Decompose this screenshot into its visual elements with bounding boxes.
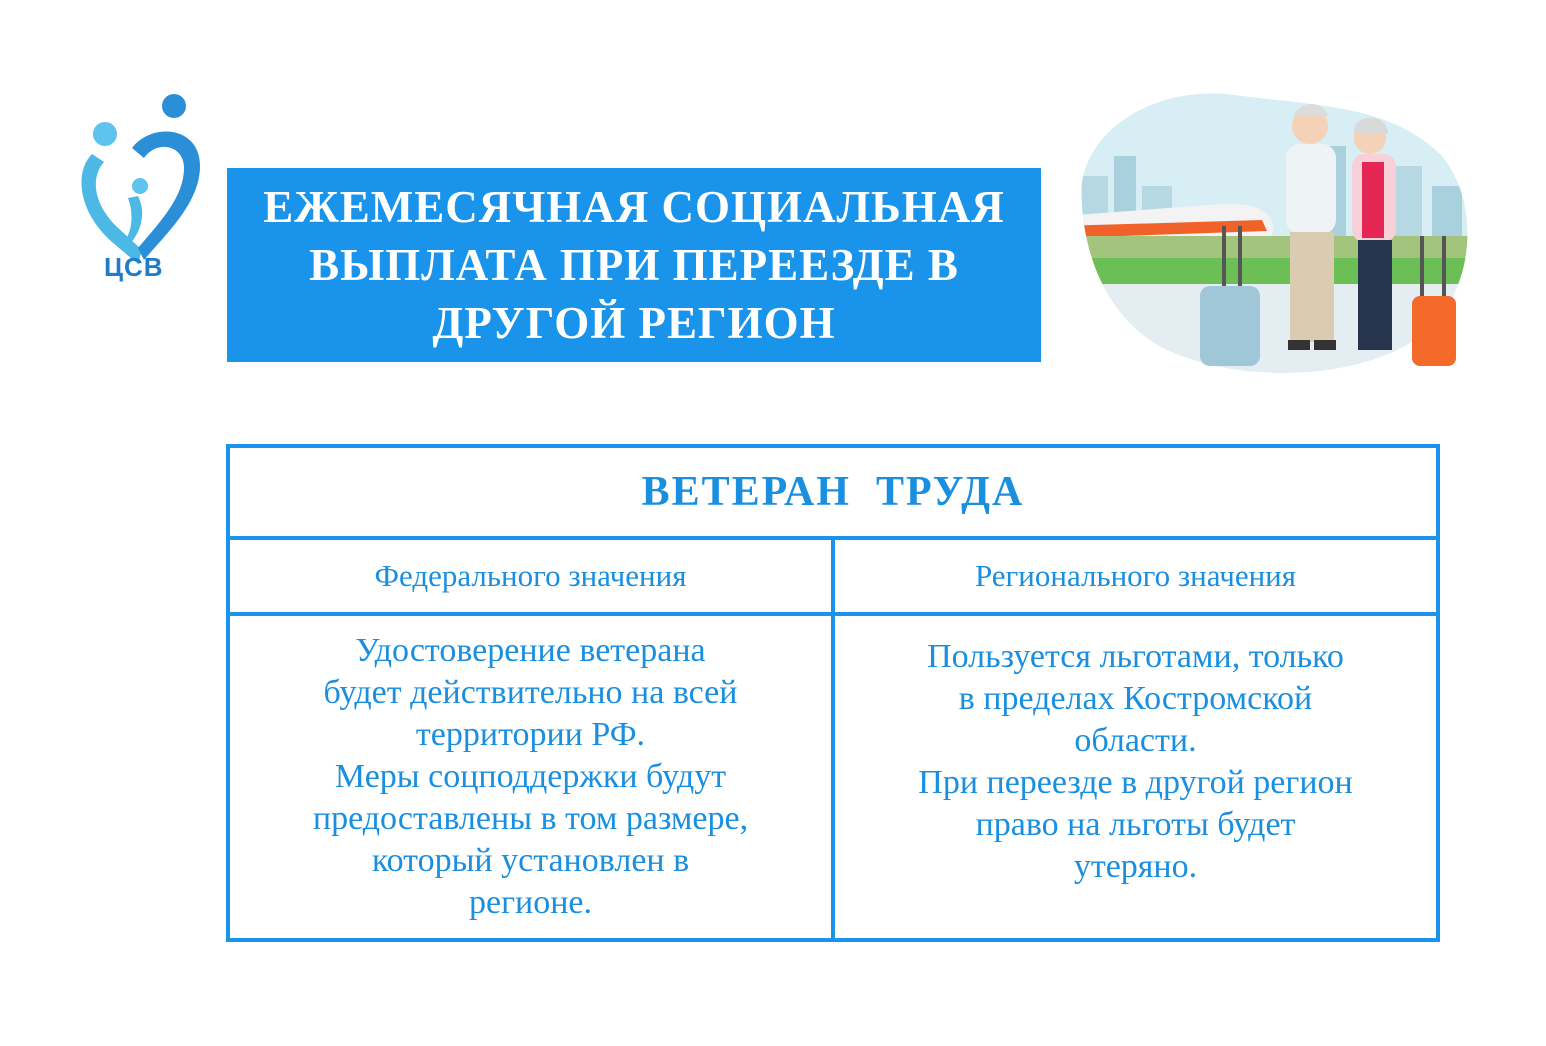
title-banner <box>227 168 1041 362</box>
elderly-couple-travel-illustration <box>1062 86 1482 386</box>
logo-text: ЦСВ <box>104 252 164 282</box>
veteran-info-table <box>226 444 1440 942</box>
table-title: ВЕТЕРАН ТРУДА <box>641 469 1025 515</box>
cell-federal-text: Удостоверение ветерана будет действительно на всей территории РФ. Меры соцподдержки будут предоставлены в том размере, который установлен в регионе. <box>312 632 749 921</box>
banner-title: ЕЖЕМЕСЯЧНАЯ СОЦИАЛЬНАЯ ВЫПЛАТА ПРИ ПЕРЕЕЗДЕ В ДРУГОЙ РЕГИОН <box>263 182 1005 348</box>
cell-regional <box>835 616 1436 938</box>
cell-federal <box>230 616 831 938</box>
column-header-regional: Регионального значения <box>974 558 1297 593</box>
cell-regional-text: Пользуется льготами, только в пределах Костромской области. При переезде в другой регион право на льготы будет утеряно. <box>918 638 1353 885</box>
column-header-federal: Федерального значения <box>374 558 687 593</box>
